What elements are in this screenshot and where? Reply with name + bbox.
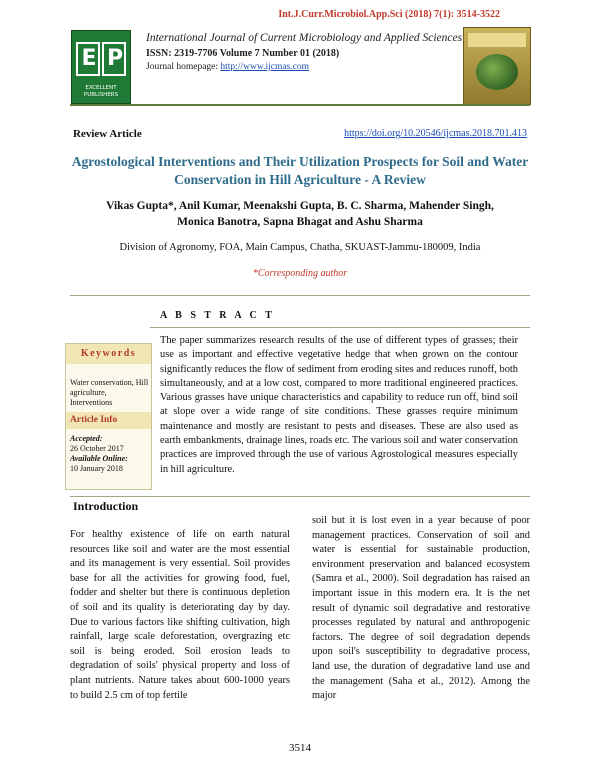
- abstract-end-divider: [70, 496, 530, 497]
- authors-line-2: Monica Banotra, Sapna Bhagat and Ashu Sharma: [177, 216, 423, 228]
- accepted-date: 26 October 2017: [70, 444, 124, 453]
- page-number: 3514: [289, 742, 311, 754]
- article-info-heading: Article Info: [66, 412, 151, 429]
- homepage-link[interactable]: http://www.ijcmas.com: [220, 62, 309, 72]
- header-divider: [70, 104, 530, 106]
- keywords-heading: Keywords: [66, 344, 151, 364]
- corresponding-author: *Corresponding author: [252, 268, 348, 279]
- affiliation: Division of Agronomy, FOA, Main Campus, Chatha, SKUAST-Jammu-180009, India: [119, 242, 481, 253]
- article-info: [70, 434, 150, 474]
- journal-cover-image: [463, 27, 531, 105]
- logo-text: EXCELLENT PUBLISHERS: [83, 85, 119, 98]
- section-divider: [70, 295, 530, 296]
- author-list: [60, 198, 540, 230]
- article-type: Review Article: [73, 128, 142, 140]
- logo-letter-e: E: [76, 42, 100, 76]
- journal-reference: Int.J.Curr.Microbiol.App.Sci (2018) 7(1): 3514-3522: [278, 9, 500, 20]
- article-sidebar: [65, 343, 152, 490]
- introduction-heading: Introduction: [73, 499, 139, 513]
- abstract-heading: A B S T R A C T: [160, 310, 275, 321]
- journal-homepage: [146, 62, 309, 72]
- issn-line: ISSN: 2319-7706 Volume 7 Number 01 (2018): [146, 48, 340, 59]
- article-title: Agrostological Interventions and Their Utilization Prospects for Soil and Water Conservation in Hill Agriculture - A Review: [71, 154, 529, 187]
- journal-title: International Journal of Current Microbiology and Applied Sciences: [146, 32, 463, 44]
- publisher-logo: [71, 30, 131, 104]
- intro-column-left: For healthy existence of life on earth natural resources like soil and water are the most essential and its management is very essential. Soil provides base for all the activities for growing food, fuel, fodder and shelter but there is continuous depletion of soil and its quality is deteriorating day by day. Due to various factors like shifting cultivation, high rainfall, large scale deforestation, overgrazing etc soil is being eroded. Soil erosion leads to degradation of soils' physical property and loss of plant nutrients. Nature takes about 600-1000 years to build 2.5 cm of top fertile: [70, 529, 290, 701]
- intro-column-right: soil but it is lost even in a year because of poor management practices. Conservation of soil and water is essential for sustainable production, environment preservation and balanced ecosystem (Samra et al., 2000). Soil degradation has raised an important issue in this modern era. It is the net result of dynamic soil degradative and restorative processes regulated by natural and anthropogenic factors. The degree of soil degradation depends upon soil's susceptibility to degradative process, land use, the duration of degradative land use and the management (Saha et al., 2012). Among the major: [312, 515, 530, 702]
- logo-letter-p: P: [102, 42, 126, 76]
- keywords-list: Water conservation, Hill agriculture, Interventions: [70, 378, 149, 407]
- online-date: 10 January 2018: [70, 464, 123, 473]
- abstract-divider: [150, 327, 530, 328]
- abstract-text: The paper summarizes research results of the use of different types of grasses; their use as important and effective vegetative hedge that when grown on the contour significantly reduces the flow of sediment from eroding sites and reduces runoff, both simultaneously, and at a low cost, compared to more traditional engineered practices. Various grasses have unique characteristics and capability to reduce run off, bind soil at slope over a wide range of site conditions. These grasses require minimum maintenance and mostly are resistant to pests and diseases. These are also used as earth embankments, drainage lines, roads etc. The various soil and water conservation practices are improved through the use of various Agrostological measures especially in hill agriculture.: [160, 335, 518, 475]
- online-label: Available Online:: [70, 454, 128, 463]
- doi-link[interactable]: https://doi.org/10.20546/ijcmas.2018.701.413: [344, 128, 527, 139]
- authors-line-1: Vikas Gupta*, Anil Kumar, Meenakshi Gupta, B. C. Sharma, Mahender Singh,: [106, 200, 494, 212]
- homepage-label: Journal homepage:: [146, 62, 221, 72]
- accepted-label: Accepted:: [70, 434, 103, 443]
